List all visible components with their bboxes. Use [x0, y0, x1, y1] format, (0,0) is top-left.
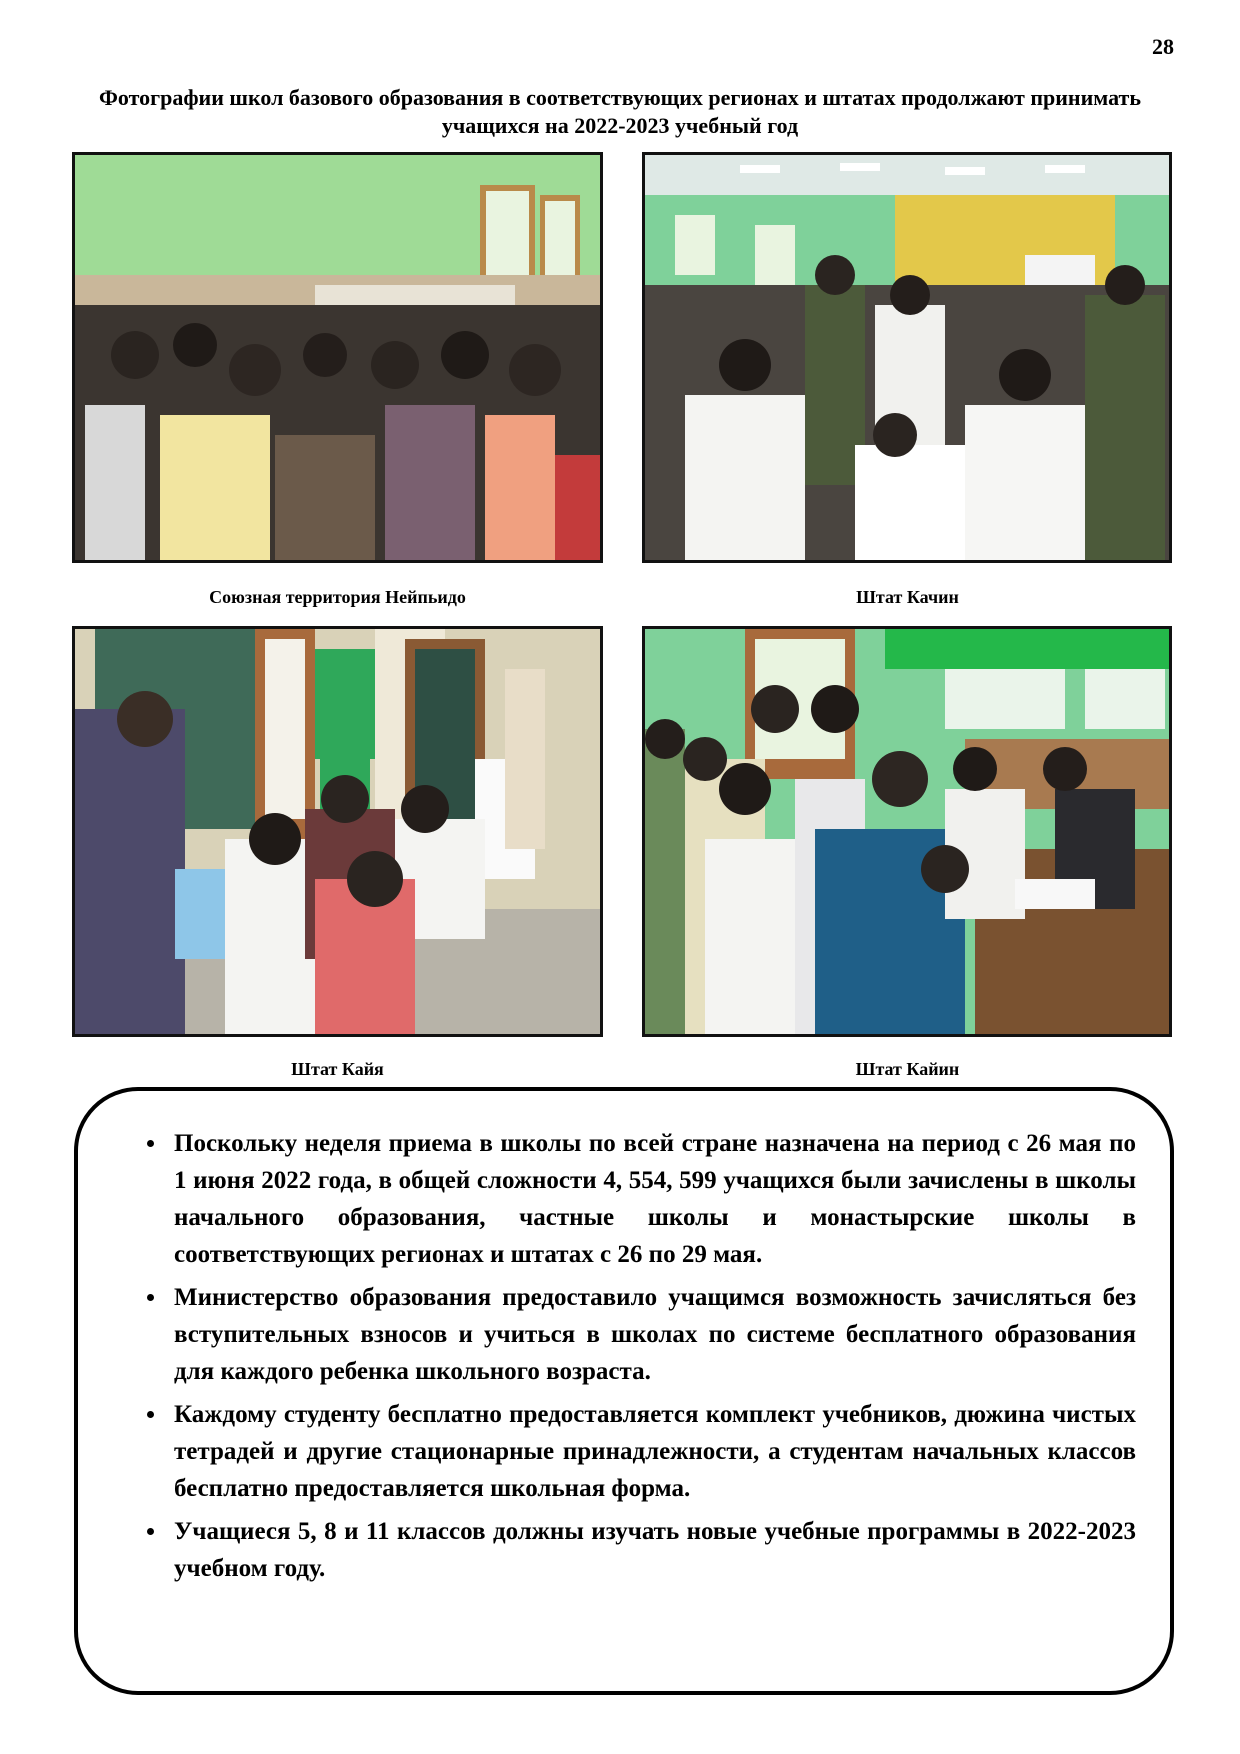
photo-kachin — [642, 152, 1172, 563]
photo-caption: Союзная территория Нейпьидо — [209, 587, 466, 607]
info-list — [138, 1125, 1136, 1587]
photo-kachin-image — [645, 155, 1169, 560]
info-item: • Поскольку неделя приема в школы по всей стране назначена на период с 26 мая по 1 июня 2022 года, в общей сложности 4, 554, 599 учащихся были зачислены в школы начального образования, частные школы и монастырские школы в соответствующих регионах и штатах с 26 по 29 мая. — [168, 1125, 1136, 1273]
info-item: • Каждому студенту бесплатно предоставляется комплект учебников, дюжина чистых тетрадей и другие стационарные принадлежности, а студентам начальных классов бесплатно предоставляется школьная форма. — [168, 1396, 1136, 1507]
photo-caption: Штат Кайя — [291, 1059, 384, 1079]
photo-kayah-image — [75, 629, 600, 1034]
info-item: • Учащиеся 5, 8 и 11 классов должны изучать новые учебные программы в 2022-2023 учебном году. — [168, 1513, 1136, 1587]
info-box — [74, 1087, 1174, 1695]
photo-caption: Штат Качин — [856, 587, 959, 607]
photo-caption: Штат Кайин — [855, 1059, 960, 1079]
photo-kayin-image — [645, 629, 1169, 1034]
photo-nay-pyi-taw-image — [75, 155, 600, 560]
info-item: • Министерство образования предоставило учащимся возможность зачисляться без вступительных взносов и учиться в школах по системе бесплатного образования для каждого ребенка школьного возраста. — [168, 1279, 1136, 1390]
page-number: 28 — [1152, 34, 1174, 59]
photo-nay-pyi-taw — [72, 152, 603, 563]
photo-kayin — [642, 626, 1172, 1037]
page-title: Фотографии школ базового образования в соответствующих регионах и штатах продолжают принимать учащихся на 2022-2023 учебный год — [98, 85, 1141, 138]
photo-kayah — [72, 626, 603, 1037]
